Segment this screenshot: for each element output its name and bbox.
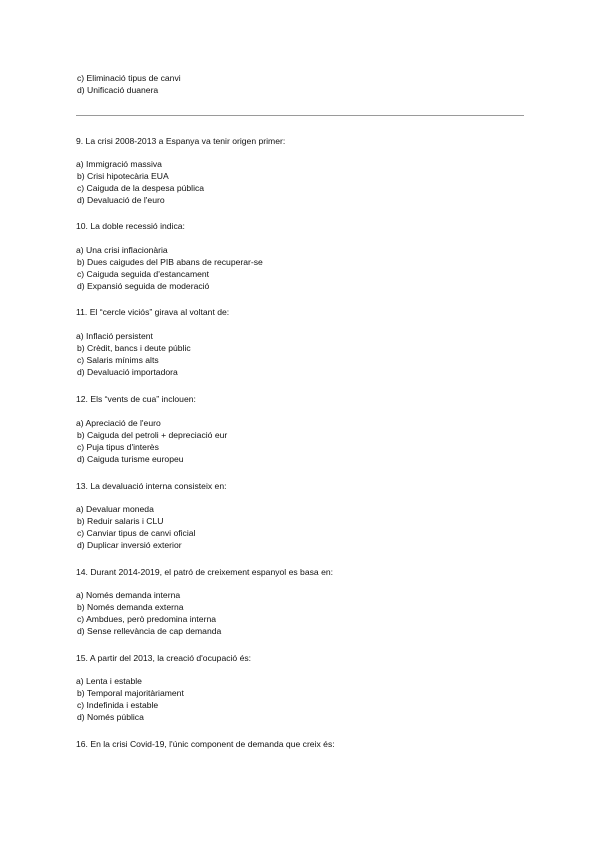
- option-d-q10: d) Expansió seguida de moderació: [77, 281, 210, 291]
- option-c-q11: c) Salaris mínims alts: [77, 355, 159, 365]
- option-a-q14: a) Només demanda interna: [76, 590, 181, 600]
- option-b-q9: b) Crisi hipotecària EUA: [77, 171, 169, 181]
- option-d-q12: d) Caiguda turisme europeu: [77, 454, 184, 464]
- option-d-q9: d) Devaluació de l'euro: [77, 195, 165, 205]
- question-11: 11. El “cercle viciós” girava al voltant de:: [76, 307, 230, 317]
- option-b-q10: b) Dues caigudes del PIB abans de recuperar-se: [77, 257, 263, 267]
- option-c-q14: c) Ambdues, però predomina interna: [77, 614, 217, 624]
- option-b-q14: b) Només demanda externa: [77, 602, 184, 612]
- option-b-q11: b) Crèdit, bancs i deute públic: [77, 343, 191, 353]
- option-d-q15: d) Només pública: [77, 712, 144, 722]
- option-d-q11: d) Devaluació importadora: [77, 367, 178, 377]
- option-c-q8: c) Eliminació tipus de canvi: [77, 73, 181, 83]
- option-d-q8: d) Unificació duanera: [77, 85, 159, 95]
- option-c-q12: c) Puja tipus d'interès: [77, 442, 159, 452]
- option-c-q9: c) Caiguda de la despesa pública: [77, 183, 205, 193]
- question-16: 16. En la crisi Covid-19, l'únic component de demanda que creix és:: [76, 739, 335, 749]
- question-14: 14. Durant 2014-2019, el patró de creixement espanyol es basa en:: [76, 567, 334, 577]
- option-d-q13: d) Duplicar inversió exterior: [77, 540, 182, 550]
- option-a-q15: a) Lenta i estable: [76, 676, 142, 686]
- question-12: 12. Els “vents de cua” inclouen:: [76, 394, 196, 404]
- option-c-q15: c) Indefinida i estable: [77, 700, 159, 710]
- question-15: 15. A partir del 2013, la creació d'ocupació és:: [76, 653, 252, 663]
- option-c-q13: c) Canviar tipus de canvi oficial: [77, 528, 196, 538]
- section-divider: [76, 115, 524, 116]
- question-13: 13. La devaluació interna consisteix en:: [76, 481, 227, 491]
- option-d-q14: d) Sense rellevància de cap demanda: [77, 626, 222, 636]
- question-10: 10. La doble recessió indica:: [76, 221, 185, 231]
- option-c-q10: c) Caiguda seguida d'estancament: [77, 269, 210, 279]
- option-a-q12: a) Apreciació de l'euro: [76, 418, 161, 428]
- option-b-q12: b) Caiguda del petroli + depreciació eur: [77, 430, 228, 440]
- option-a-q13: a) Devaluar moneda: [76, 504, 154, 514]
- option-a-q11: a) Inflació persistent: [76, 331, 153, 341]
- option-a-q9: a) Immigració massiva: [76, 159, 162, 169]
- option-a-q10: a) Una crisi inflacionària: [76, 245, 168, 255]
- option-b-q15: b) Temporal majoritàriament: [77, 688, 184, 698]
- question-9: 9. La crisi 2008-2013 a Espanya va tenir origen primer:: [76, 136, 286, 146]
- option-b-q13: b) Reduir salaris i CLU: [77, 516, 164, 526]
